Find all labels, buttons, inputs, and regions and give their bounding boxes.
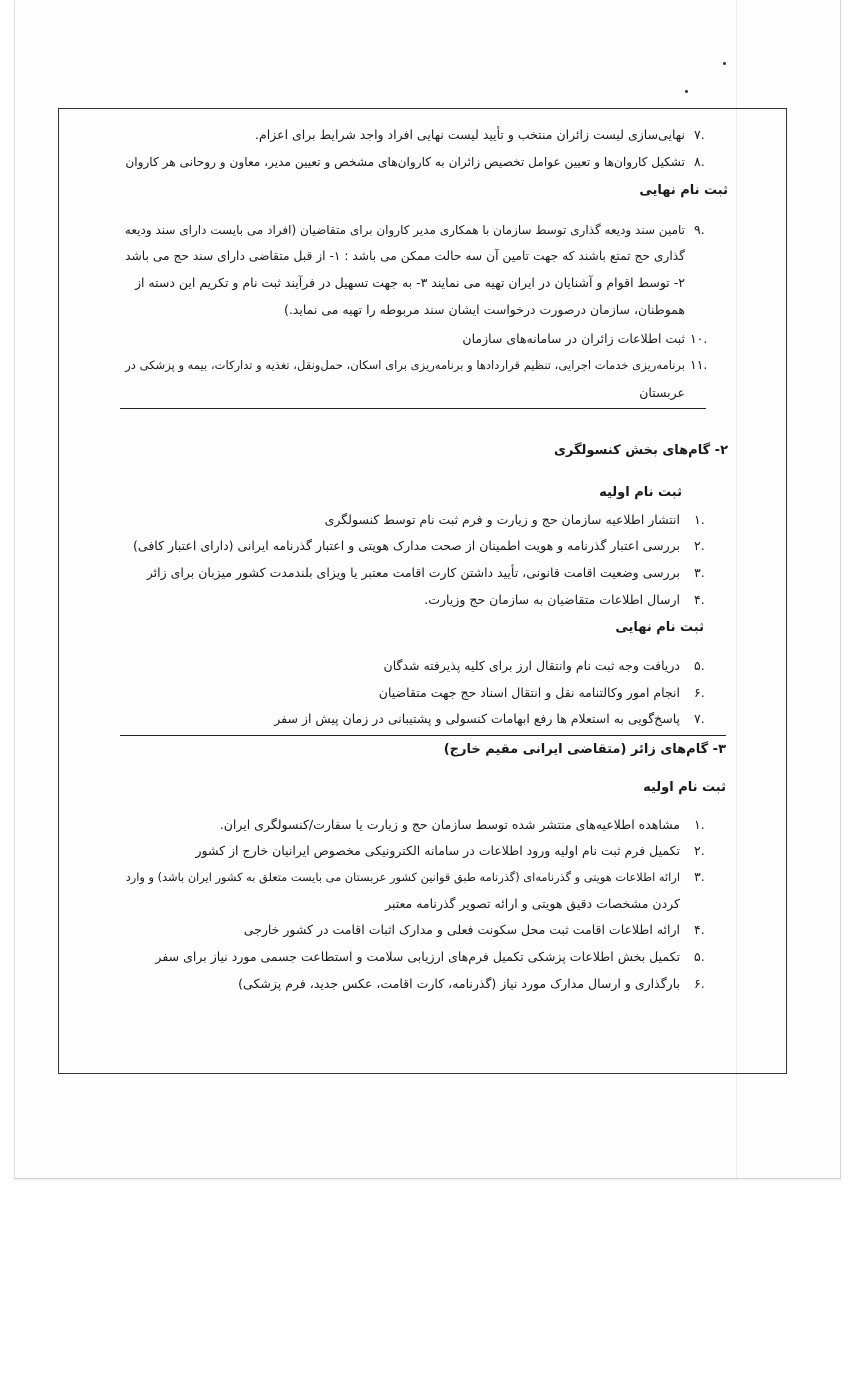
page-edge-left xyxy=(14,0,15,1178)
item-number: ۱. xyxy=(694,817,705,832)
item-number: ۶. xyxy=(694,685,705,700)
item-number: ۶. xyxy=(694,976,705,991)
list-item-line: مشاهده اطلاعیه‌های منتشر شده توسط سازمان حج و زیارت یا سفارت/کنسولگری ایران. xyxy=(219,817,680,832)
list-item: انتشار اطلاعیه سازمان حج و زیارت و فرم ثبت نام توسط کنسولگری xyxy=(324,512,680,527)
list-item-line: تکمیل بخش اطلاعات پزشکی تکمیل فرم‌های ارزیابی سلامت و استطاعت جسمی مورد نیاز برای سفر xyxy=(155,949,680,964)
list-item: انجام امور وکالتنامه نقل و انتقال اسناد حج جهت متقاضیان xyxy=(378,685,680,700)
list-item-line: گذاری حج تمتع باشند که جهت تامین آن سه حالت ممکن می باشد : ۱- از قبل متقاضی دارای سند حج می باشد xyxy=(125,249,685,263)
list-item: نهایی‌سازی لیست زائران منتخب و تأیید لیست نهایی افراد واجد شرایط برای اعزام. xyxy=(255,127,685,142)
list-item: بررسی اعتبار گذرنامه و هویت اطمینان از صحت مدارک هویتی و اعتبار گذرنامه ایرانی (دارای اعتبار کافی) xyxy=(133,538,680,553)
list-item-line: تکمیل فرم ثبت نام اولیه ورود اطلاعات در سامانه الکترونیکی مخصوص ایرانیان خارج از کشور xyxy=(195,843,680,858)
list-item-line: هموطنان، سازمان درصورت درخواست ایشان سند مربوطه را تهیه می نماید.) xyxy=(283,302,685,317)
list-item-line: ارائه اطلاعات هویتی و گذرنامه‌ای (گذرنامه طبق قوانین کشور عربستان می بایست متعلق به کشور ایران باشد) و وارد xyxy=(125,870,680,884)
list-item-line: عربستان xyxy=(639,385,685,400)
section-heading-initial: ثبت نام اولیه xyxy=(599,485,682,500)
section-title: ۳- گام‌های زائر (متقاضی ایرانی مقیم خارج) xyxy=(443,742,726,757)
item-number: ۵. xyxy=(694,658,705,673)
item-number: ۳. xyxy=(694,869,705,884)
item-number: ۴. xyxy=(694,592,705,607)
item-number: ۵. xyxy=(694,949,705,964)
item-number: ۲. xyxy=(694,538,705,553)
list-item-line: ثبت اطلاعات زائران در سامانه‌های سازمان xyxy=(462,331,685,346)
list-item-line: کردن مشخصات دقیق هویتی و ارائه تصویر گذرنامه معتبر xyxy=(385,896,680,911)
list-item: پاسخ‌گویی به استعلام ها رفع ابهامات کنسولی و پشتیبانی در زمان پیش از سفر xyxy=(274,711,680,726)
list-item-line: بارگذاری و ارسال مدارک مورد نیاز (گذرنامه، کارت اقامت، عکس جدید، فرم پزشکی) xyxy=(238,976,680,991)
divider xyxy=(120,735,726,736)
item-number: ۱. xyxy=(694,512,705,527)
section-heading-initial: ثبت نام اولیه xyxy=(643,780,726,795)
item-number: ۱۱. xyxy=(690,357,708,372)
item-number: ۳. xyxy=(694,565,705,580)
item-number: ۱۰. xyxy=(690,331,708,346)
item-number: ۹. xyxy=(694,222,705,237)
item-number: ۲. xyxy=(694,843,705,858)
item-number: ۴. xyxy=(694,922,705,937)
list-item: ارسال اطلاعات متقاضیان به سازمان حج وزیارت. xyxy=(424,592,680,607)
list-item-line: برنامه‌ریزی خدمات اجرایی، تنظیم قراردادها و برنامه‌ریزی برای اسکان، حمل‌ونقل، تغذیه و تدارکات، بیمه و پزشکی در xyxy=(125,358,685,372)
item-number: ۷. xyxy=(694,711,705,726)
scan-speck xyxy=(685,90,688,93)
scan-speck xyxy=(723,62,726,65)
section-heading-final: ثبت نام نهایی xyxy=(639,183,728,198)
list-item-line: ارائه اطلاعات اقامت ثبت محل سکونت فعلی و مدارک اثبات اقامت در کشور خارجی xyxy=(243,922,680,937)
item-number: ۸. xyxy=(694,154,705,169)
list-item: دریافت وجه ثبت نام وانتقال ارز برای کلیه پذیرفته شدگان xyxy=(383,658,680,673)
list-item: تشکیل کاروان‌ها و تعیین عوامل تخصیص زائران به کاروان‌های مشخص و تعیین مدیر، معاون و روحانی هر کاروان xyxy=(125,155,685,169)
list-item-line: ۲- توسط اقوام و آشنایان در ایران تهیه می نمایند ۳- به جهت تسهیل در فرآیند ثبت نام و تکریم این دسته از xyxy=(134,275,685,290)
section-heading-final: ثبت نام نهایی xyxy=(615,620,704,635)
divider xyxy=(120,408,706,409)
list-item-line: تامین سند ودیعه گذاری توسط سازمان با همکاری مدیر کاروان برای متقاضیان (افراد می بایست دارای سند ودیعه xyxy=(124,223,685,237)
section-title: ۲- گام‌های بخش کنسولگری xyxy=(553,443,728,458)
list-item: بررسی وضعیت اقامت قانونی، تأیید داشتن کارت اقامت معتبر یا ویزای بلندمدت کشور میزبان برای زائر xyxy=(146,565,680,580)
item-number: ۷. xyxy=(694,127,705,142)
